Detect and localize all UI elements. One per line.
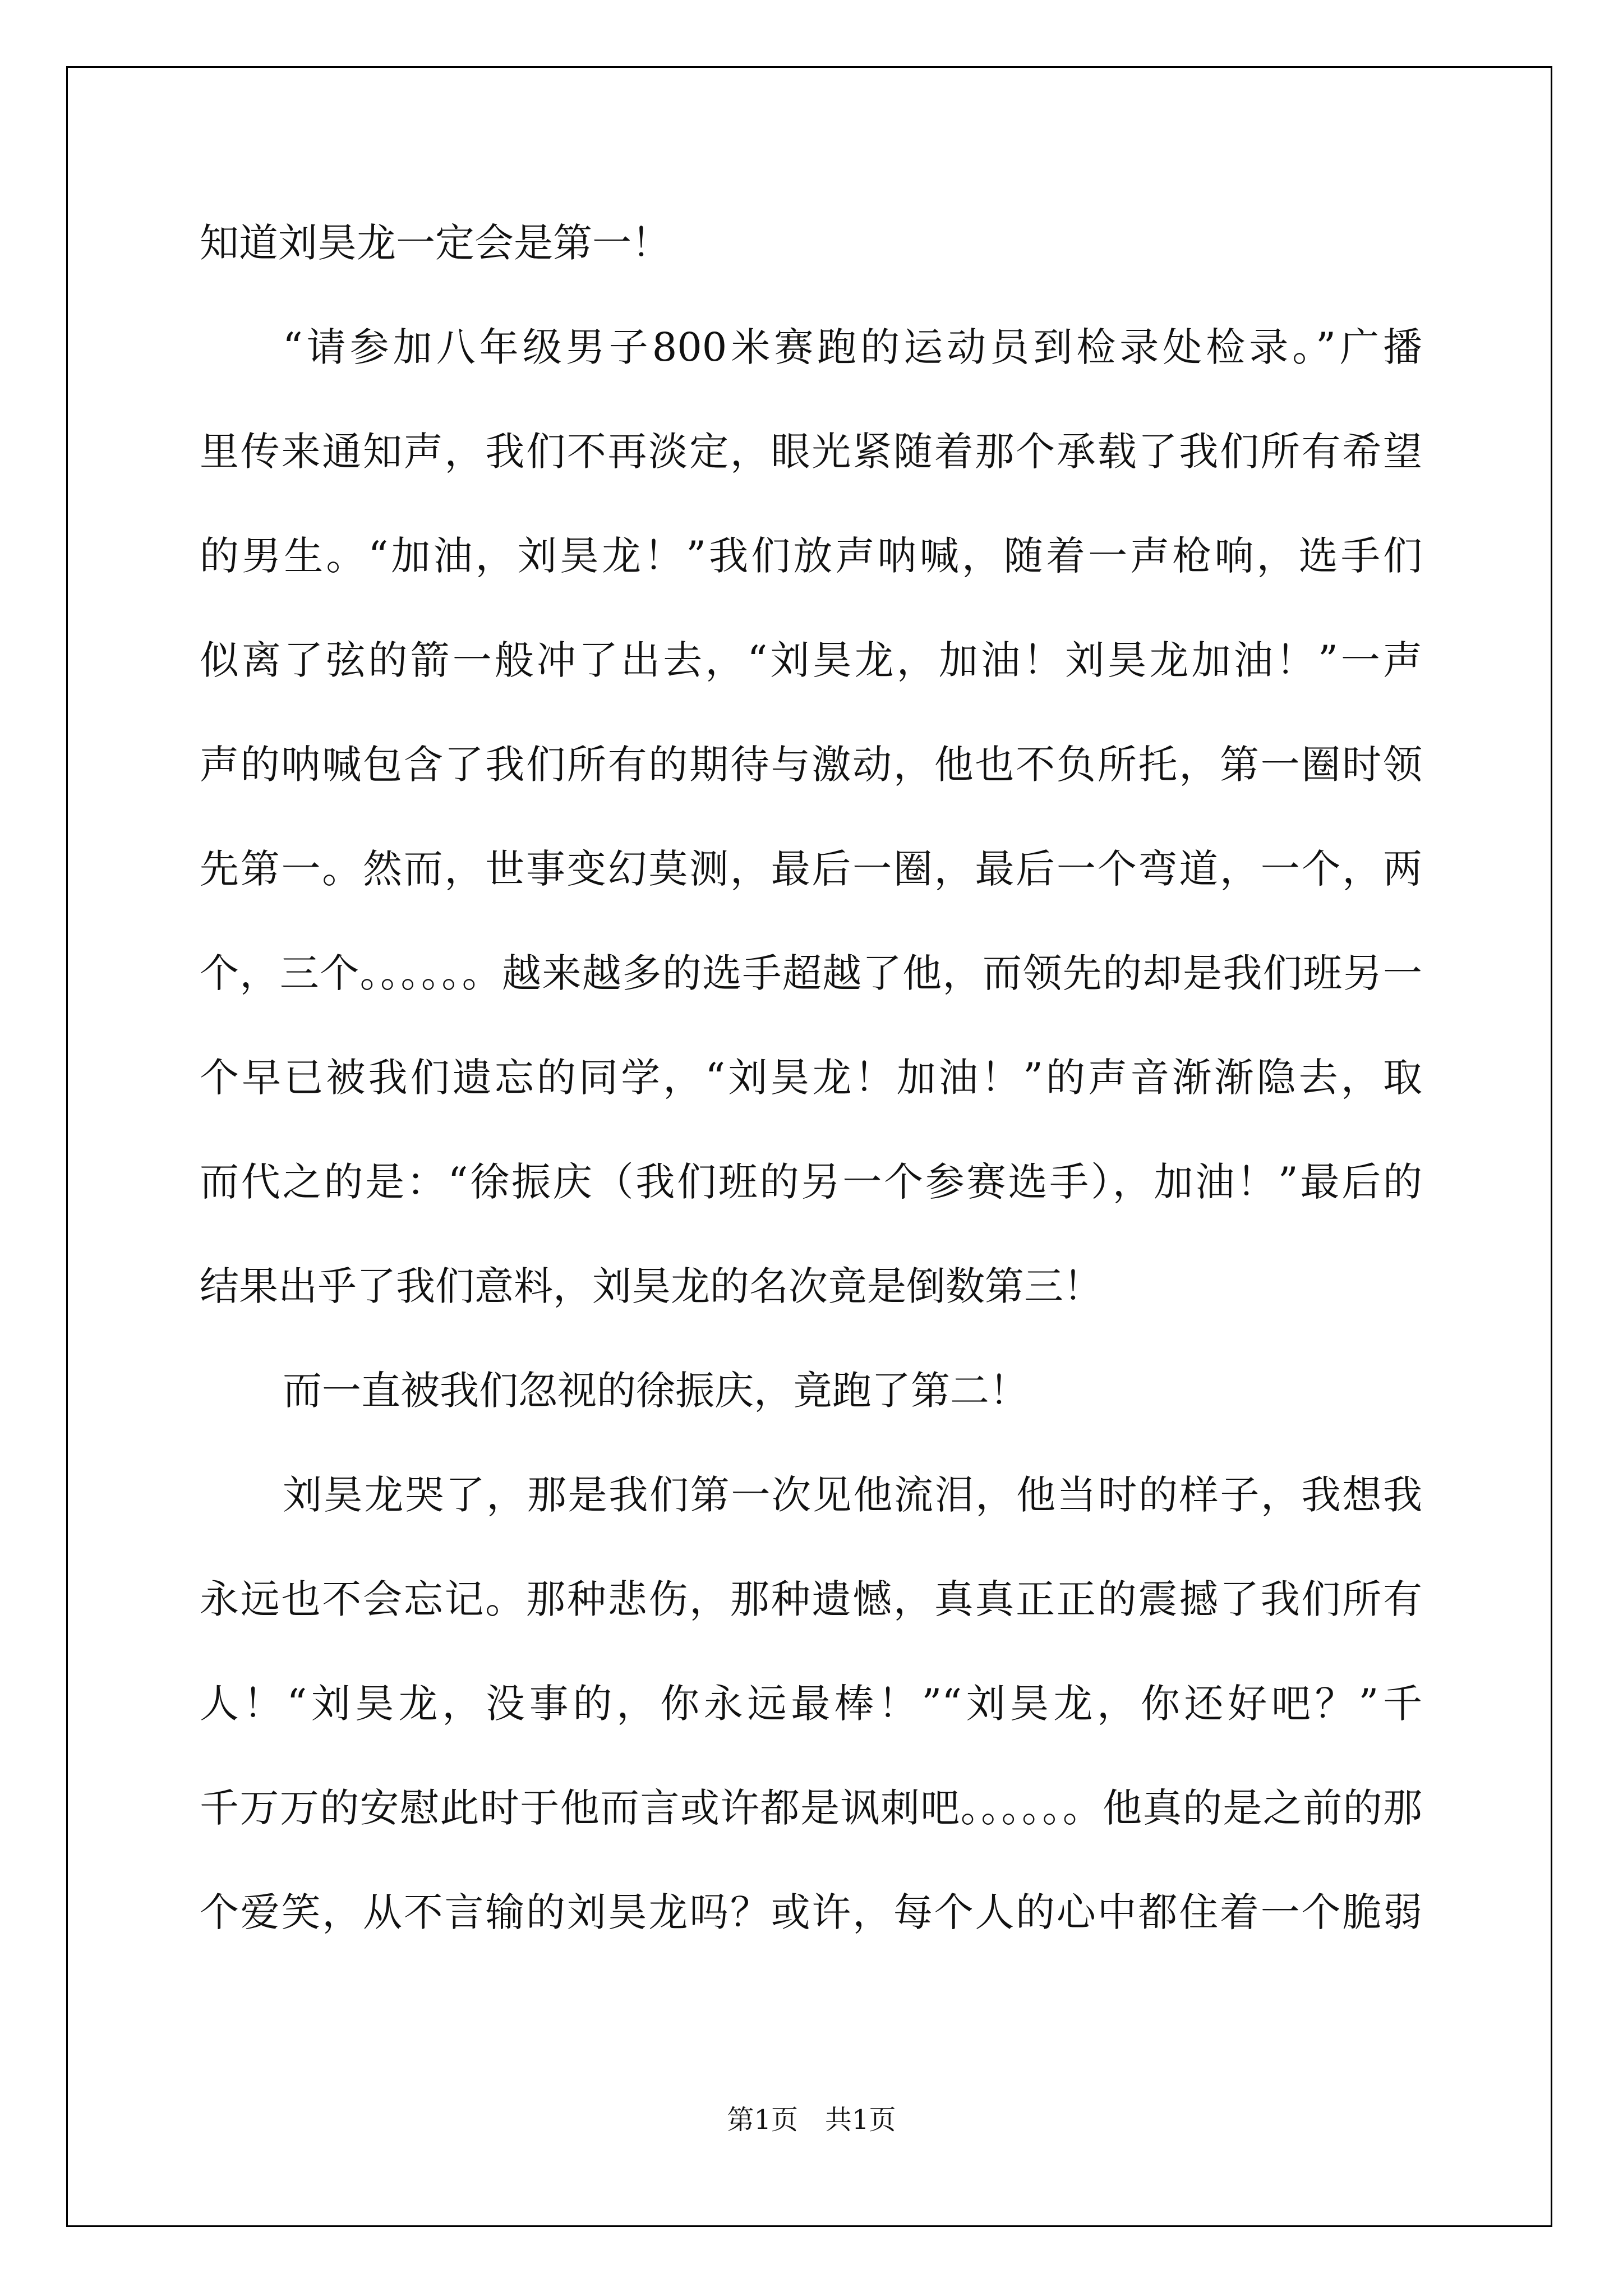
- text-line: 的男生。“加油，刘昊龙！”我们放声呐喊，随着一声枪响，选手们: [200, 533, 1422, 579]
- text-line: 似离了弦的箭一般冲了出去，“刘昊龙，加油！刘昊龙加油！”一声: [200, 637, 1422, 683]
- text-line: 永远也不会忘记。那种悲伤，那种遗憾，真真正正的震撼了我们所有: [200, 1576, 1422, 1622]
- text-line: 先第一。然而，世事变幻莫测，最后一圈，最后一个弯道，一个，两: [200, 846, 1422, 892]
- text-line: 个，三个。。。。。。越来越多的选手超越了他，而领先的却是我们班另一: [200, 950, 1422, 996]
- text-line: 结果出乎了我们意料，刘昊龙的名次竟是倒数第三！: [200, 1263, 1103, 1309]
- text-line: 个爱笑，从不言输的刘昊龙吗？或许，每个人的心中都住着一个脆弱: [200, 1889, 1422, 1935]
- text-line: 人！“刘昊龙，没事的，你永远最棒！”“刘昊龙，你还好吧？”千: [200, 1681, 1422, 1727]
- text-line: 里传来通知声，我们不再淡定，眼光紧随着那个承载了我们所有希望: [200, 429, 1422, 475]
- document-body: [200, 191, 1422, 1964]
- text-line: 千万万的安慰此时于他而言或许都是讽刺吧。。。。。。他真的是之前的那: [200, 1785, 1422, 1831]
- text-line: 个早已被我们遗忘的同学，“刘昊龙！加油！”的声音渐渐隐去，取: [200, 1055, 1422, 1101]
- text-line: “请参加八年级男子800米赛跑的运动员到检录处检录。”广播: [283, 324, 1422, 370]
- text-line: 刘昊龙哭了，那是我们第一次见他流泪，他当时的样子，我想我: [283, 1472, 1422, 1518]
- page-number-label: 第1页 共1页: [727, 2104, 896, 2136]
- text-line: 知道刘昊龙一定会是第一！: [200, 220, 671, 266]
- text-line: 而代之的是：“徐振庆（我们班的另一个参赛选手），加油！”最后的: [200, 1159, 1422, 1205]
- text-line: 而一直被我们忽视的徐振庆，竟跑了第二！: [283, 1368, 1029, 1414]
- text-line: 声的呐喊包含了我们所有的期待与激动，他也不负所托，第一圈时领: [200, 742, 1422, 788]
- page-footer: [0, 2098, 1623, 2137]
